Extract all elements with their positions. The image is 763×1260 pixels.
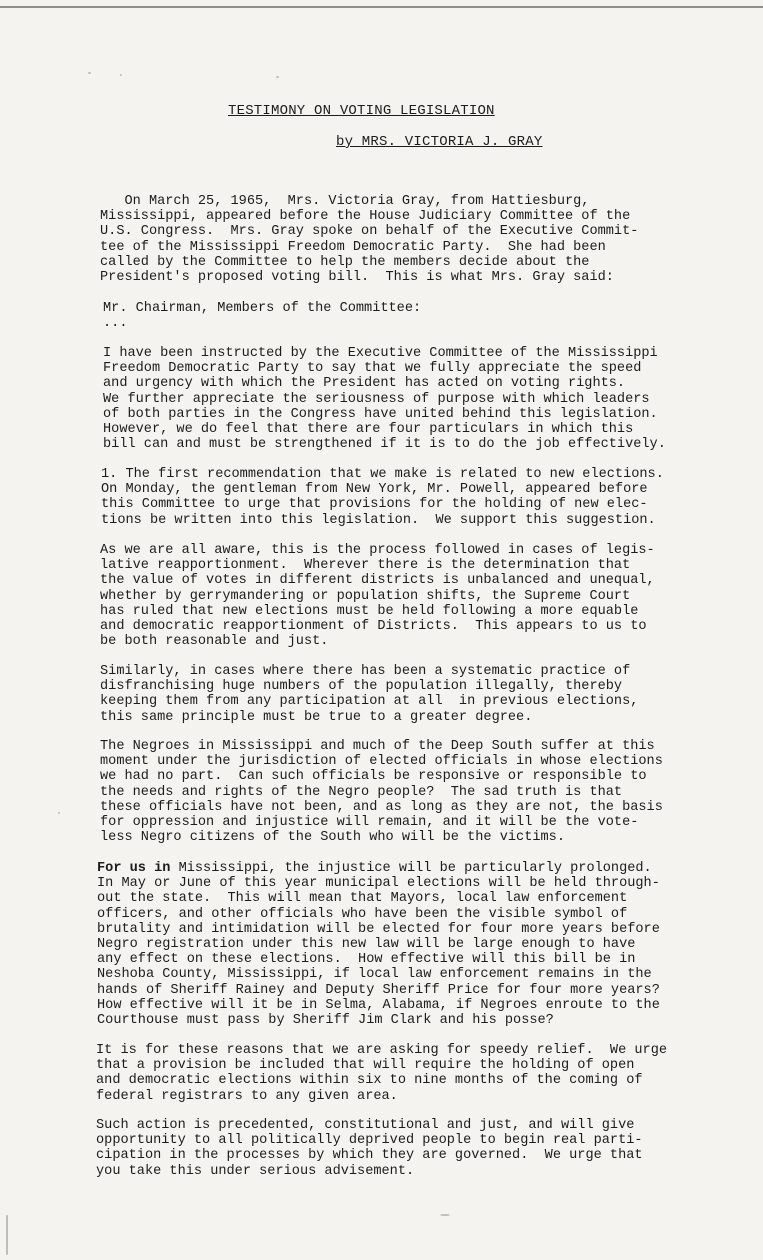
text-line: bill can and must be strengthened if it is to do the job effectively.	[103, 437, 666, 453]
text-line: less Negro citizens of the South who will be the victims.	[100, 830, 565, 846]
text-line: On March 25, 1965, Mrs. Victoria Gray, from Hattiesburg,	[100, 194, 590, 209]
text-line: opportunity to all politically deprived people to begin real parti-	[96, 1133, 643, 1149]
paragraph-4	[100, 664, 740, 725]
text-line: 1. The first recommendation that we make is related to new elections.	[101, 467, 664, 482]
text-line: the value of votes in different districts is unbalanced and unequal,	[100, 573, 655, 589]
text-line: and democratic reapportionment of Districts. This appears to us to	[100, 619, 647, 635]
text-line: Neshoba County, Mississippi, if local law enforcement remains in the	[97, 967, 652, 983]
salutation	[103, 301, 743, 331]
text-line: for oppression and injustice will remain, and it will be the vote-	[100, 815, 639, 831]
text-line: We further appreciate the seriousness of purpose with which leaders	[103, 391, 650, 407]
text-line: officers, and other officials who have been the visible symbol of	[97, 906, 628, 922]
text-line	[97, 861, 737, 876]
text-line: that a provision be included that will require the holding of open	[96, 1058, 635, 1074]
paragraph-8	[96, 1118, 736, 1179]
text-line: be both reasonable and just.	[100, 634, 329, 650]
scan-speck	[276, 76, 279, 78]
text-line: The Negroes in Mississippi and much of the Deep South suffer at this	[100, 739, 655, 754]
text-line: we had no part. Can such officials be responsive or responsible to	[100, 769, 647, 785]
text-line: Mississippi, appeared before the House Judiciary Committee of the	[100, 209, 631, 225]
text-line: this same principle must be true to a greater degree.	[100, 709, 533, 725]
text-line: brutality and intimidation will be elected for four more years before	[97, 921, 660, 937]
text-line: Negro registration under this new law will be large enough to have	[97, 937, 636, 953]
text-line: Such action is precedented, constitutional and just, and will give	[96, 1118, 635, 1133]
text-line: Courthouse must pass by Sheriff Jim Clark and his posse?	[97, 1013, 554, 1029]
paragraph-2	[101, 467, 741, 528]
document-byline: by MRS. VICTORIA J. GRAY	[336, 134, 543, 150]
text-line: tions be written into this legislation. We support this suggestion.	[101, 512, 656, 528]
text-line: Mr. Chairman, Members of the Committee:	[103, 301, 422, 316]
scan-speck	[58, 812, 60, 814]
paragraph-1	[103, 346, 743, 452]
scan-speck	[120, 74, 122, 76]
text-line: the needs and rights of the Negro people? The sad truth is that	[100, 784, 623, 800]
text-line: federal registrars to any given area.	[96, 1088, 398, 1104]
paragraph-6	[97, 861, 737, 1028]
text-line: you take this under serious advisement.	[96, 1163, 415, 1179]
text-line: any effect on these elections. How effective will this bill be in	[97, 952, 636, 968]
text-line: cipation in the processes by which they are governed. We urge that	[96, 1148, 643, 1164]
text-line: this Committee to urge that provisions for the holding of new elec-	[101, 497, 648, 513]
text-line: and democratic elections within six to nine months of the coming of	[96, 1073, 643, 1089]
line-rest: Mississippi, the injustice will be particularly prolonged.	[170, 861, 652, 876]
text-line: U.S. Congress. Mrs. Gray spoke on behalf of the Executive Commit-	[100, 224, 639, 240]
text-line: whether by gerrymandering or population shifts, the Supreme Court	[100, 588, 631, 604]
text-line: However, we do feel that there are four particulars in which this	[103, 422, 634, 438]
text-line: tee of the Mississippi Freedom Democratic Party. She had been	[100, 239, 606, 255]
bold-phrase: For us in	[97, 861, 171, 876]
text-line: ...	[103, 316, 128, 332]
text-line: and urgency with which the President has acted on voting rights.	[103, 376, 626, 392]
text-line: President's proposed voting bill. This is what Mrs. Gray said:	[100, 270, 614, 286]
text-line: hands of Sheriff Rainey and Deputy Sheriff Price for four more years?	[97, 982, 660, 998]
text-line: these officials have not been, and as long as they are not, the basis	[100, 799, 663, 815]
text-line: moment under the jurisdiction of elected officials in whose elections	[100, 754, 663, 770]
text-line: How effective will it be in Selma, Alabama, if Negroes enroute to the	[97, 997, 660, 1013]
text-line: disfranchising huge numbers of the population illegally, thereby	[100, 679, 623, 695]
paragraph-3	[100, 543, 740, 649]
top-border-line	[0, 6, 763, 8]
text-line: out the state. This will mean that Mayors, local law enforcement	[97, 891, 628, 907]
text-line: Similarly, in cases where there has been a systematic practice of	[100, 664, 631, 679]
text-line: It is for these reasons that we are asking for speedy relief. We urge	[96, 1043, 668, 1058]
text-line: As we are all aware, this is the process followed in cases of legis-	[100, 543, 655, 558]
text-line: lative reapportionment. Wherever there is the determination that	[100, 558, 631, 574]
text-line: called by the Committee to help the members decide about the	[100, 254, 590, 270]
scan-speck	[440, 1214, 450, 1216]
text-line: On Monday, the gentleman from New York, Mr. Powell, appeared before	[101, 482, 648, 498]
text-line: Freedom Democratic Party to say that we fully appreciate the speed	[103, 361, 642, 377]
scan-speck	[88, 72, 91, 74]
text-line: of both parties in the Congress have united behind this legislation.	[103, 406, 658, 422]
paragraph-5	[100, 739, 740, 845]
text-line: keeping them from any participation at all in previous elections,	[100, 694, 639, 710]
document-title: TESTIMONY ON VOTING LEGISLATION	[228, 103, 495, 119]
text-line: I have been instructed by the Executive Committee of the Mississippi	[103, 346, 658, 361]
text-line: has ruled that new elections must be held following a more equable	[100, 603, 639, 619]
intro-paragraph	[100, 194, 740, 285]
paragraph-7	[96, 1043, 736, 1104]
text-line: In May or June of this year municipal elections will be held through-	[97, 876, 660, 892]
scan-edge-mark	[6, 1215, 8, 1255]
